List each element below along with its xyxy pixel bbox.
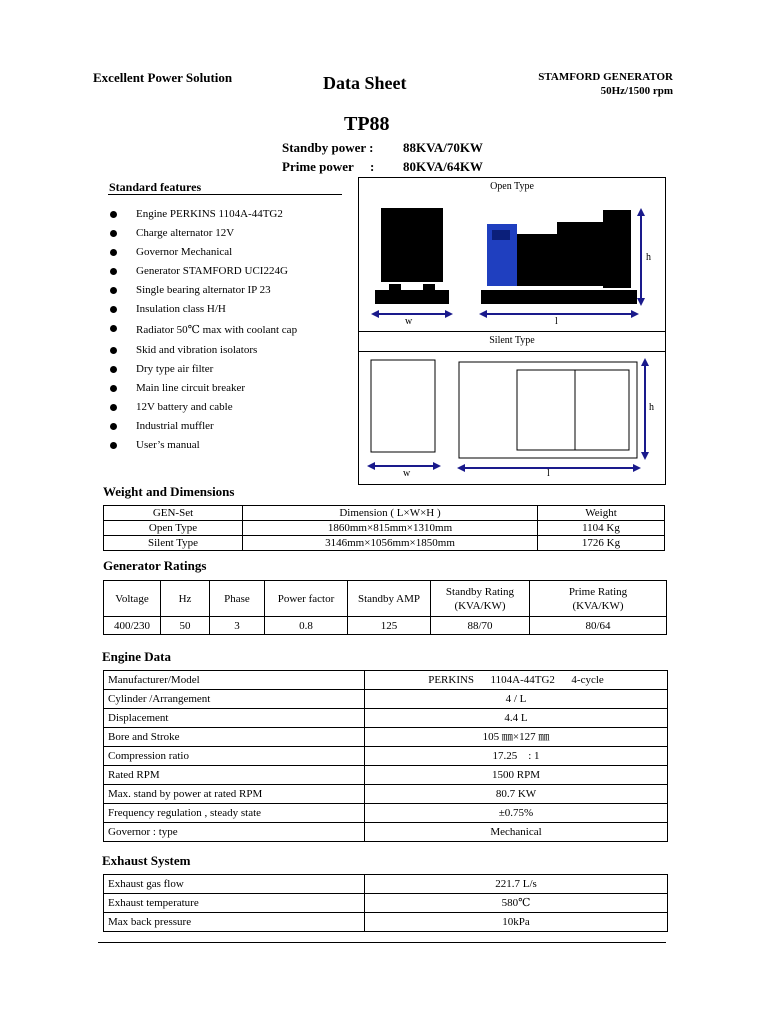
standby-rating-header: Standby Rating [445, 585, 515, 598]
table-header-row [104, 581, 667, 617]
table-cell: 80.7 KW [365, 785, 668, 804]
table-cell: 221.7 L/s [365, 875, 668, 894]
arrow-head [445, 310, 453, 318]
table-header-cell [431, 581, 530, 617]
open-width-label: w [405, 316, 413, 327]
exhaust-system-title: Exhaust System [102, 853, 191, 868]
table-row [104, 690, 668, 709]
table-header-row [104, 506, 665, 521]
silent-side-outline [371, 360, 435, 452]
table-row [104, 728, 668, 747]
weight-dimensions-title: Weight and Dimensions [103, 484, 235, 499]
feature-item: Engine PERKINS 1104A-44TG2 [108, 205, 297, 224]
feature-item: 12V battery and cable [108, 398, 297, 417]
table-cell: 1726 Kg [538, 536, 665, 551]
arrow-head [457, 464, 465, 472]
drawing-divider [359, 331, 665, 332]
table-cell: PERKINS 1104A-44TG2 4-cycle [365, 671, 668, 690]
arrow-head [641, 452, 649, 460]
table-cell: 50 [161, 617, 210, 635]
table-row [104, 766, 668, 785]
weight-dimensions-table [103, 505, 665, 551]
table-header-cell: Voltage [104, 581, 161, 617]
open-type-drawing [359, 194, 665, 330]
features-list [108, 205, 297, 455]
silent-door [575, 370, 629, 450]
arrow-head [371, 310, 379, 318]
table-cell: 105 ㎜×127 ㎜ [365, 728, 668, 747]
silent-width-label: w [403, 468, 411, 479]
table-header-cell: Weight [538, 506, 665, 521]
table-row [104, 785, 668, 804]
table-cell: Exhaust gas flow [104, 875, 365, 894]
table-cell: Manufacturer/Model [104, 671, 365, 690]
standby-power-value: 88KVA/70KW [403, 140, 483, 155]
prime-power-colon: : [370, 159, 375, 174]
table-row [104, 617, 667, 635]
open-height-label: h [646, 252, 651, 263]
silent-height-label: h [649, 402, 654, 413]
table-header-cell [530, 581, 667, 617]
table-cell: Bore and Stroke [104, 728, 365, 747]
open-length-label: l [555, 316, 558, 327]
brand-name: STAMFORD GENERATOR [538, 71, 673, 83]
features-title: Standard features [109, 180, 202, 194]
table-row [104, 875, 668, 894]
table-cell: 125 [348, 617, 431, 635]
silent-length-label: l [547, 468, 550, 479]
table-header-cell: Dimension ( L×W×H ) [243, 506, 538, 521]
open-front-skid [375, 290, 449, 304]
arrow-head [479, 310, 487, 318]
prime-power-label: Prime power [282, 159, 354, 174]
feature-item: Industrial muffler [108, 417, 297, 436]
feature-item: Radiator 50℃ max with coolant cap [108, 319, 297, 341]
engine-data-table [103, 670, 668, 842]
silent-door [517, 370, 575, 450]
feature-item: Dry type air filter [108, 360, 297, 379]
arrow-head [641, 358, 649, 366]
table-row [104, 894, 668, 913]
standby-rating-unit: (KVA/KW) [454, 599, 506, 612]
prime-rating-header: Prime Rating [568, 585, 628, 598]
feature-item: Insulation class H/H [108, 300, 297, 319]
table-cell: 80/64 [530, 617, 667, 635]
table-cell: Mechanical [365, 823, 668, 842]
table-row [104, 709, 668, 728]
table-cell: 1500 RPM [365, 766, 668, 785]
arrow-head [637, 298, 645, 306]
table-cell: Displacement [104, 709, 365, 728]
table-cell: 0.8 [265, 617, 348, 635]
document-title: Data Sheet [323, 73, 407, 93]
table-cell: Exhaust temperature [104, 894, 365, 913]
table-cell: Max back pressure [104, 913, 365, 932]
table-row [104, 913, 668, 932]
table-cell: 3 [210, 617, 265, 635]
table-cell: 1860mm×815mm×1310mm [243, 521, 538, 536]
table-cell: 88/70 [431, 617, 530, 635]
table-row [104, 804, 668, 823]
arrow-head [633, 464, 641, 472]
generator-drawings-box [358, 177, 666, 485]
feature-item: Charge alternator 12V [108, 224, 297, 243]
table-cell: Max. stand by power at rated RPM [104, 785, 365, 804]
table-cell: Governor : type [104, 823, 365, 842]
table-cell: 3146mm×1056mm×1850mm [243, 536, 538, 551]
arrow-head [433, 462, 441, 470]
table-cell: 1104 Kg [538, 521, 665, 536]
frequency-spec: 50Hz/1500 rpm [600, 85, 673, 97]
standby-power-label: Standby power : [282, 140, 374, 155]
prime-rating-unit: (KVA/KW) [572, 599, 624, 612]
silent-front-outline [459, 362, 637, 458]
table-row [104, 536, 665, 551]
company-name: Excellent Power Solution [93, 70, 233, 85]
feature-item: Governor Mechanical [108, 243, 297, 262]
generator-ratings-title: Generator Ratings [103, 558, 207, 573]
table-header-cell: Phase [210, 581, 265, 617]
table-cell: 10kPa [365, 913, 668, 932]
silent-type-caption: Silent Type [489, 335, 535, 346]
table-cell: Cylinder /Arrangement [104, 690, 365, 709]
table-header-cell: GEN-Set [104, 506, 243, 521]
table-cell: 17.25 : 1 [365, 747, 668, 766]
features-underline [108, 194, 342, 195]
table-row [104, 747, 668, 766]
exhaust-system-table [103, 874, 668, 932]
header-brand-block [538, 70, 673, 98]
table-row [104, 521, 665, 536]
arrow-head [367, 462, 375, 470]
prime-power-value: 80KVA/64KW [403, 159, 483, 174]
table-cell: Frequency regulation , steady state [104, 804, 365, 823]
table-cell: Silent Type [104, 536, 243, 551]
table-cell: 4 / L [365, 690, 668, 709]
engine-top [557, 222, 603, 286]
table-cell: 580℃ [365, 894, 668, 913]
open-front-foot [423, 284, 435, 290]
engine-block [517, 234, 557, 286]
feature-item: Generator STAMFORD UCI224G [108, 262, 297, 281]
table-cell: Open Type [104, 521, 243, 536]
open-front-foot [389, 284, 401, 290]
feature-item: Single bearing alternator IP 23 [108, 281, 297, 300]
silent-type-drawing [359, 352, 665, 482]
open-skid [481, 290, 637, 304]
table-cell: 400/230 [104, 617, 161, 635]
model-title: TP88 [344, 113, 390, 135]
table-cell: ±0.75% [365, 804, 668, 823]
generator-ratings-table [103, 580, 667, 635]
open-type-caption: Open Type [490, 181, 534, 192]
arrow-head [631, 310, 639, 318]
table-header-cell: Power factor [265, 581, 348, 617]
table-row [104, 823, 668, 842]
footer-rule [98, 942, 666, 943]
table-cell: Compression ratio [104, 747, 365, 766]
alternator-window [492, 230, 510, 240]
table-cell: Rated RPM [104, 766, 365, 785]
table-row [104, 671, 668, 690]
table-header-cell: Hz [161, 581, 210, 617]
feature-item: Skid and vibration isolators [108, 341, 297, 360]
table-header-cell: Standby AMP [348, 581, 431, 617]
feature-item: Main line circuit breaker [108, 379, 297, 398]
open-front-body [381, 208, 443, 282]
engine-data-title: Engine Data [102, 649, 171, 664]
table-cell: 4.4 L [365, 709, 668, 728]
arrow-head [637, 208, 645, 216]
radiator-shape [603, 210, 631, 288]
feature-item: User’s manual [108, 436, 297, 455]
